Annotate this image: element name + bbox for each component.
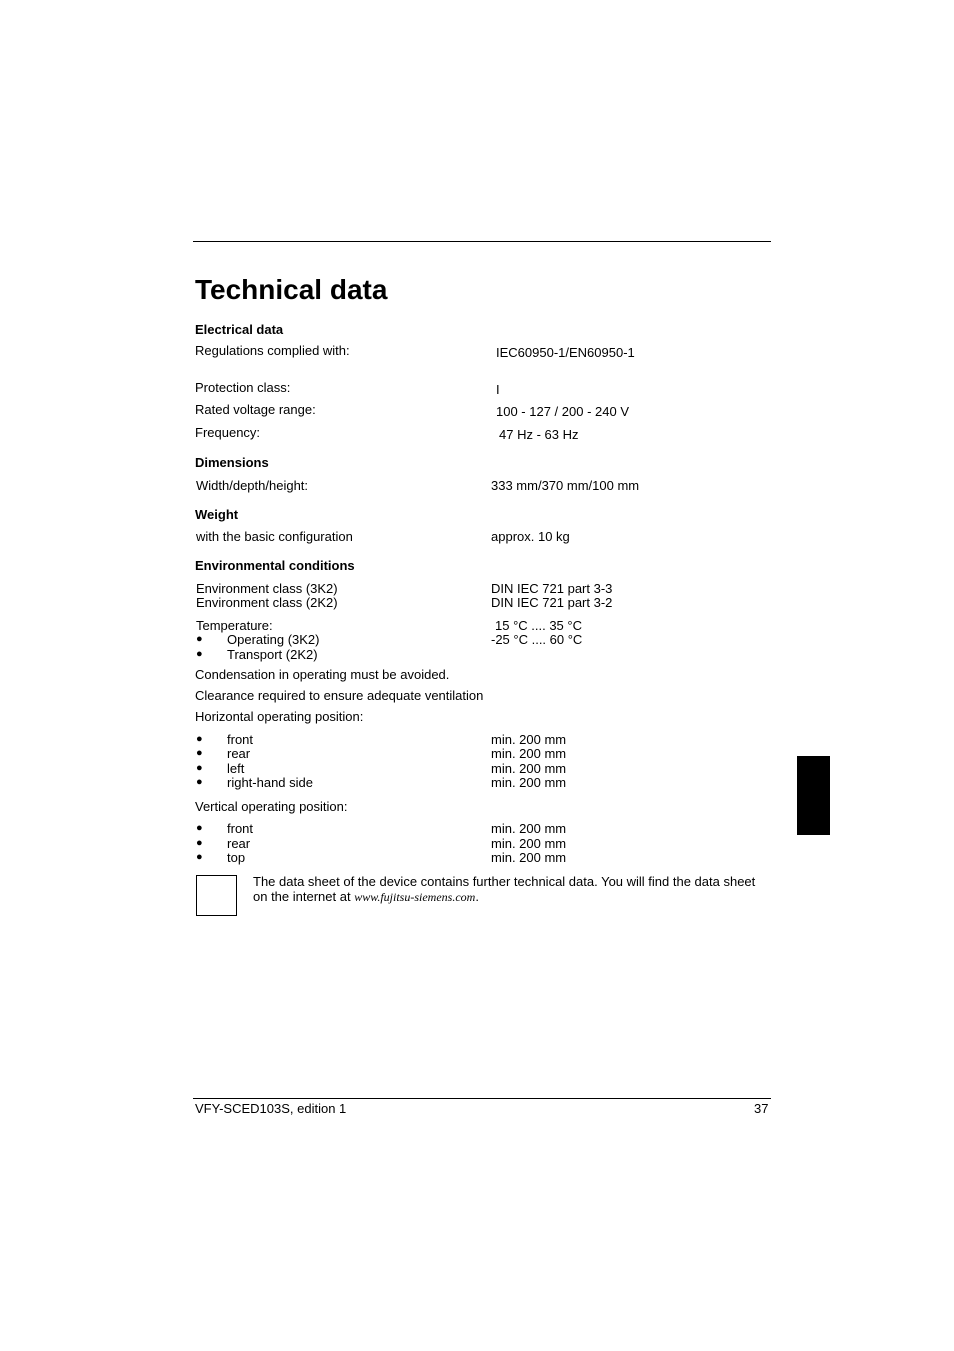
vertical-front-value: min. 200 mm <box>491 821 567 836</box>
bullet-icon: ● <box>196 747 203 759</box>
dimensions-value: 333 mm/370 mm/100 mm <box>491 478 640 493</box>
vertical-label: Vertical operating position: <box>195 799 348 814</box>
note-line-2-prefix: on the internet at <box>253 889 351 904</box>
note-line-2 <box>253 889 479 905</box>
electrical-heading: Electrical data <box>195 322 284 337</box>
bullet-icon: ● <box>196 762 203 774</box>
temp-transport-value: -25 °C .... 60 °C <box>491 632 583 647</box>
bullet-icon: ● <box>196 648 203 660</box>
env-class-2k2-value: DIN IEC 721 part 3-2 <box>491 595 613 610</box>
horizontal-front-value: min. 200 mm <box>491 732 567 747</box>
note-line-1: The data sheet of the device contains further technical data. You will find the data sheet <box>253 874 756 889</box>
voltage-label: Rated voltage range: <box>195 402 316 417</box>
bullet-icon: ● <box>196 776 203 788</box>
voltage-value: 100 - 127 / 200 - 240 V <box>496 404 629 419</box>
horizontal-left-label: left <box>227 761 245 776</box>
frequency-value: 47 Hz - 63 Hz <box>499 427 579 442</box>
env-class-3k2-label: Environment class (3K2) <box>196 581 338 596</box>
temperature-label: Temperature: <box>196 618 273 633</box>
protection-class-value: I <box>496 382 500 397</box>
bullet-icon: ● <box>196 733 203 745</box>
note-line-2-suffix: . <box>475 889 479 904</box>
horizontal-rear-label: rear <box>227 746 251 761</box>
horizontal-left-value: min. 200 mm <box>491 761 567 776</box>
vertical-rear-value: min. 200 mm <box>491 836 567 851</box>
dimensions-heading: Dimensions <box>195 455 269 470</box>
top-rule <box>193 241 771 242</box>
regulations-label: Regulations complied with: <box>195 343 350 358</box>
regulations-value: IEC60950-1/EN60950-1 <box>496 345 635 360</box>
horizontal-front-label: front <box>227 732 254 747</box>
frequency-label: Frequency: <box>195 425 261 440</box>
footer-doc-id: VFY-SCED103S, edition 1 <box>195 1101 347 1116</box>
horizontal-right-value: min. 200 mm <box>491 775 567 790</box>
weight-heading: Weight <box>195 507 239 522</box>
condensation-note: Condensation in operating must be avoided. <box>195 667 450 682</box>
website-link[interactable]: www.fujitsu-siemens.com <box>354 890 476 904</box>
page-title: Technical data <box>195 274 388 305</box>
env-class-3k2-value: DIN IEC 721 part 3-3 <box>491 581 613 596</box>
chapter-tab <box>797 756 830 835</box>
horizontal-rear-value: min. 200 mm <box>491 746 567 761</box>
vertical-top-label: top <box>227 850 246 865</box>
temp-operating-value: 15 °C .... 35 °C <box>495 618 582 633</box>
vertical-rear-label: rear <box>227 836 251 851</box>
dimensions-label: Width/depth/height: <box>196 478 309 493</box>
footer-rule <box>193 1098 771 1099</box>
horizontal-right-label: right-hand side <box>227 775 313 790</box>
clearance-note: Clearance required to ensure adequate ventilation <box>195 688 484 703</box>
weight-label: with the basic configuration <box>196 529 353 544</box>
horizontal-label: Horizontal operating position: <box>195 709 364 724</box>
note-info-icon <box>196 875 237 916</box>
bullet-icon: ● <box>196 851 203 863</box>
bullet-icon: ● <box>196 822 203 834</box>
vertical-front-label: front <box>227 821 254 836</box>
temp-transport-label: Transport (2K2) <box>227 647 318 662</box>
bullet-icon: ● <box>196 633 203 645</box>
temp-operating-label: Operating (3K2) <box>227 632 320 647</box>
env-class-2k2-label: Environment class (2K2) <box>196 595 338 610</box>
vertical-top-value: min. 200 mm <box>491 850 567 865</box>
page-number: 37 <box>754 1101 769 1116</box>
environment-heading: Environmental conditions <box>195 558 355 573</box>
bullet-icon: ● <box>196 837 203 849</box>
weight-value: approx. 10 kg <box>491 529 570 544</box>
protection-class-label: Protection class: <box>195 380 291 395</box>
